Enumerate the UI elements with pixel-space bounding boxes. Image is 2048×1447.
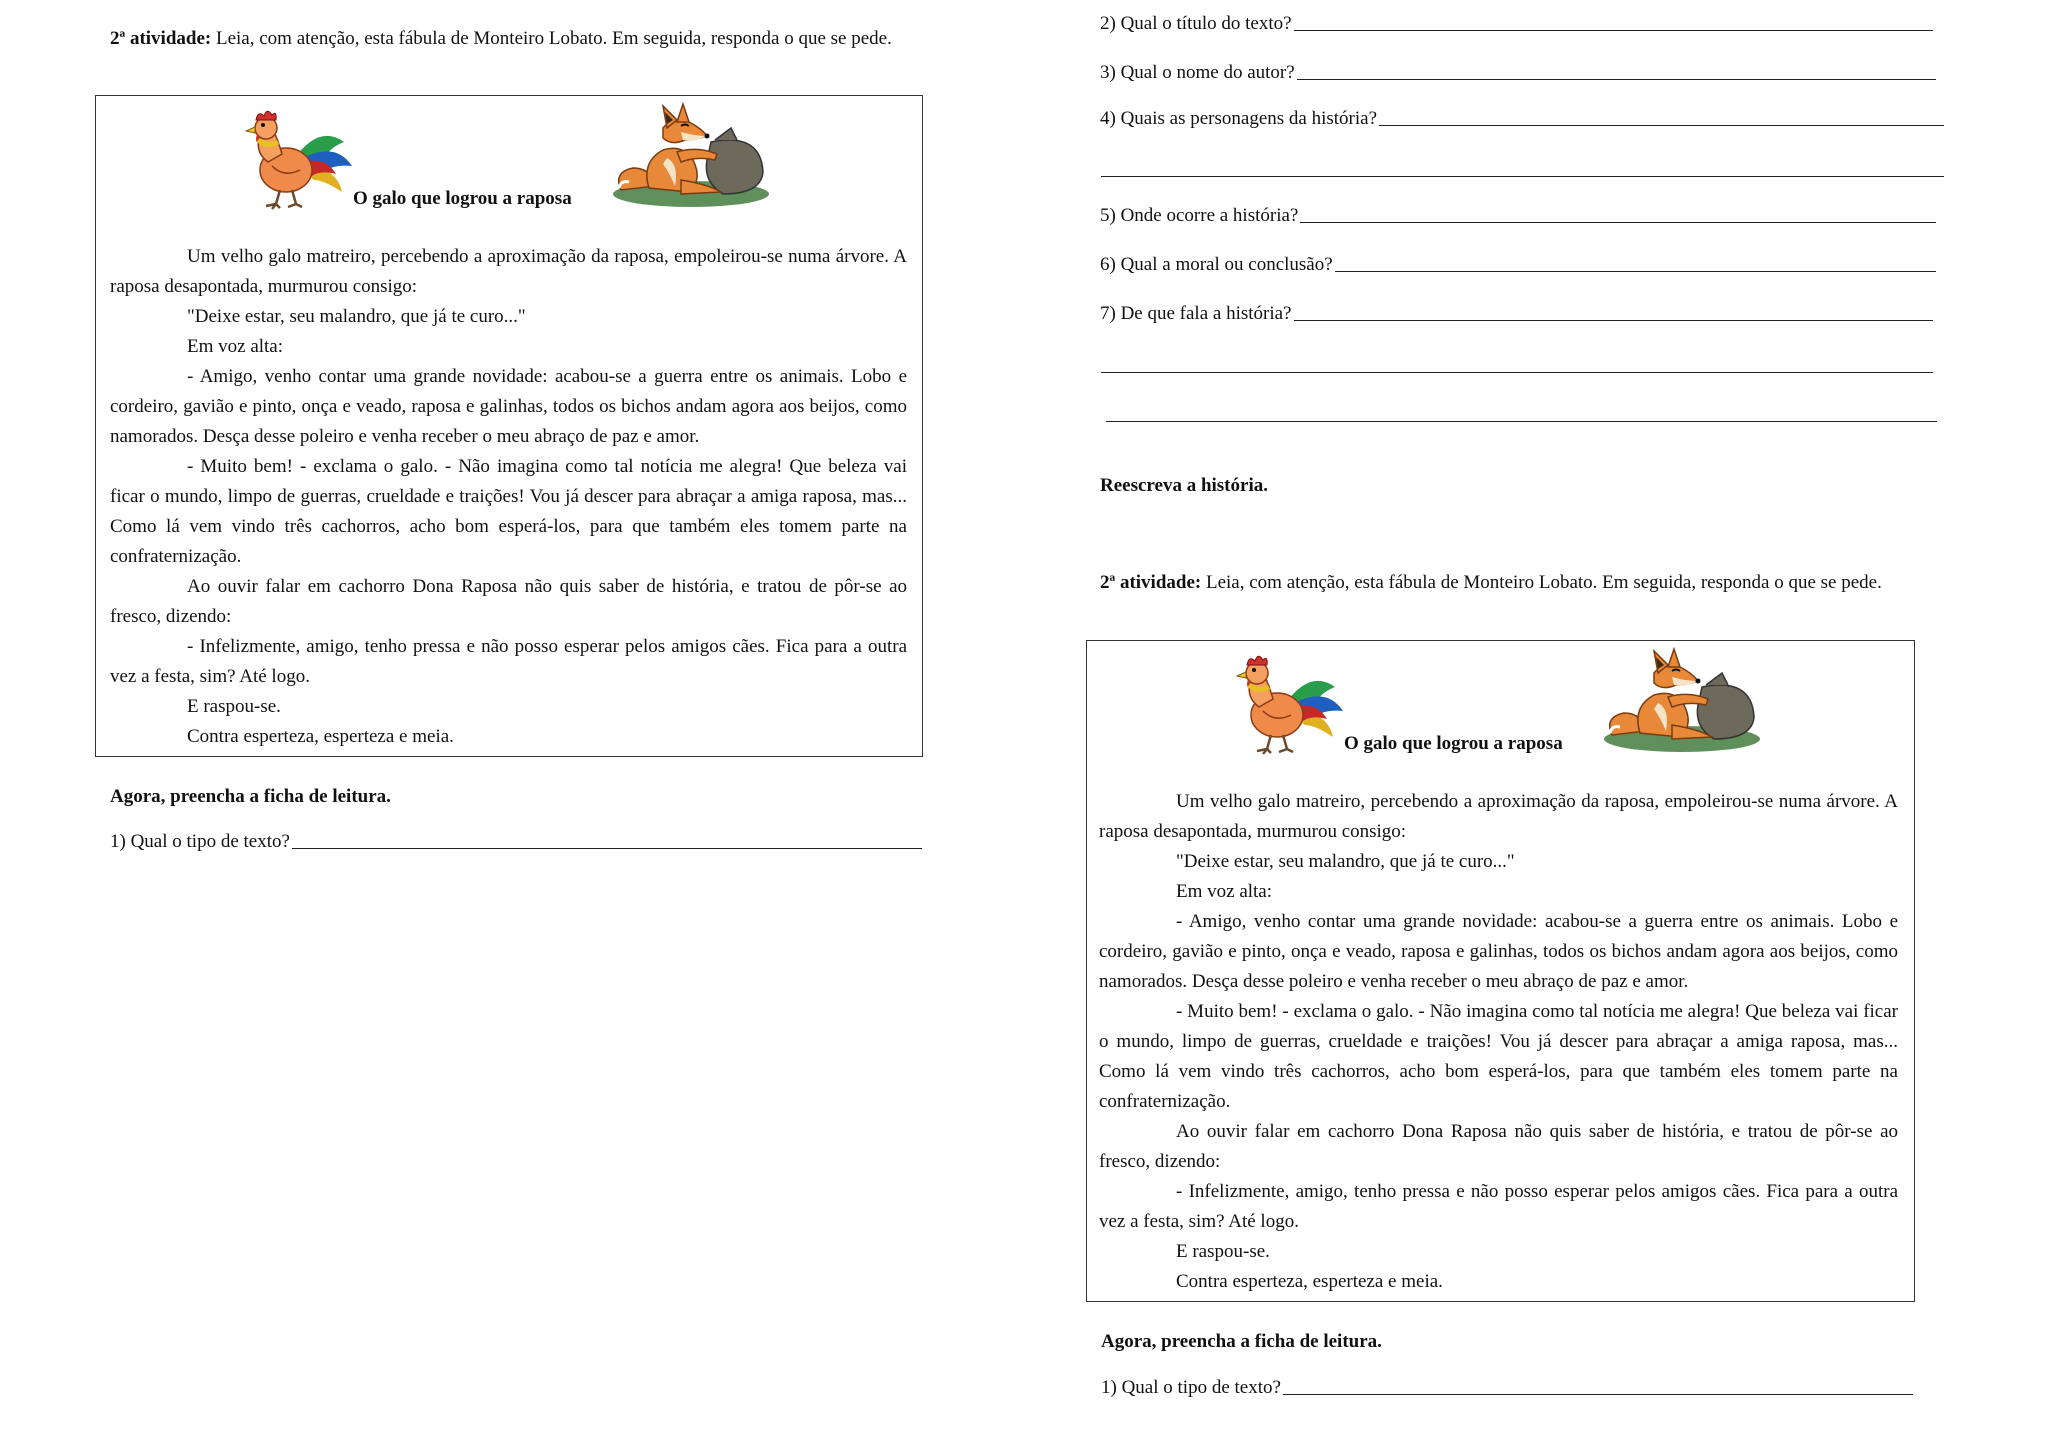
question-5	[1100, 205, 1936, 227]
activity-label: 2ª atividade:	[1100, 572, 1202, 593]
fable-paragraph: Ao ouvir falar em cachorro Dona Raposa não quis saber de história, e tratou de pôr-se ao fresco, dizendo:	[110, 576, 907, 627]
fable-paragraph: Contra esperteza, esperteza e meia.	[1176, 1271, 1443, 1292]
question-text: 4) Quais as personagens da história?	[1100, 108, 1378, 129]
question-text: 1) Qual o tipo de texto?	[110, 831, 290, 852]
question-7	[1100, 303, 1933, 325]
fable-paragraph: E raspou-se.	[1176, 1241, 1270, 1262]
fable-paragraph: Um velho galo matreiro, percebendo a aproximação da raposa, empoleirou-se numa árvore. A raposa desapontada, murmurou consigo:	[110, 246, 907, 297]
question-text: 3) Qual o nome do autor?	[1100, 62, 1295, 83]
rooster-illustration	[224, 104, 354, 214]
fable-box	[95, 95, 923, 757]
fable-paragraph: E raspou-se.	[187, 696, 281, 717]
question-1	[1101, 1377, 1913, 1399]
fable-paragraph: Contra esperteza, esperteza e meia.	[187, 726, 454, 747]
fable-paragraph: Em voz alta:	[1176, 881, 1273, 902]
fable-text	[1099, 787, 1898, 1297]
answer-line[interactable]	[1294, 29, 1933, 31]
answer-line[interactable]	[1335, 270, 1936, 272]
fable-text	[110, 242, 907, 752]
answer-line[interactable]	[292, 847, 922, 849]
fox-illustration	[1602, 647, 1762, 753]
fable-paragraph: "Deixe estar, seu malandro, que já te curo..."	[187, 306, 526, 327]
reading-sheet-heading: Agora, preencha a ficha de leitura.	[1101, 1331, 1382, 1352]
fable-title: O galo que logrou a raposa	[353, 188, 572, 209]
fable-paragraph: - Muito bem! - exclama o galo. - Não imagina como tal notícia me alegra! Que beleza vai ficar o mundo, limpo de guerras, crueldade e traições! Vou já descer para abraçar a amiga raposa, mas... Como lá vem vindo três cachorros, acho bom esperá-los, para que também eles tomem parte na confraternização.	[110, 456, 907, 567]
fable-paragraph: - Amigo, venho contar uma grande novidade: acabou-se a guerra entre os animais. Lobo e cordeiro, gavião e pinto, onça e veado, raposa e galinhas, todos os bichos andam agora aos beijos, como namorados. Desça desse poleiro e venha receber o meu abraço de paz e amor.	[1099, 911, 1898, 992]
fable-title: O galo que logrou a raposa	[1344, 733, 1563, 754]
fox-illustration	[611, 102, 771, 208]
fable-paragraph: Em voz alta:	[187, 336, 284, 357]
fable-paragraph: - Muito bem! - exclama o galo. - Não imagina como tal notícia me alegra! Que beleza vai ficar o mundo, limpo de guerras, crueldade e traições! Vou já descer para abraçar a amiga raposa, mas... Como lá vem vindo três cachorros, acho bom esperá-los, para que também eles tomem parte na confraternização.	[1099, 1001, 1898, 1112]
activity-text: Leia, com atenção, esta fábula de Monteiro Lobato. Em seguida, responda o que se pede.	[1205, 572, 1882, 593]
answer-line[interactable]	[1297, 78, 1936, 80]
answer-line[interactable]	[1300, 221, 1936, 223]
reading-sheet-heading: Agora, preencha a ficha de leitura.	[110, 786, 391, 807]
activity-text: Leia, com atenção, esta fábula de Monteiro Lobato. Em seguida, responda o que se pede.	[215, 28, 892, 49]
answer-line[interactable]	[1294, 319, 1934, 321]
fable-paragraph: - Infelizmente, amigo, tenho pressa e não posso esperar pelos amigos cães. Fica para a outra vez a festa, sim? Até logo.	[110, 636, 907, 687]
activity-instructions	[110, 27, 930, 50]
activity-label: 2ª atividade:	[110, 28, 212, 49]
question-text: 2) Qual o título do texto?	[1100, 13, 1292, 34]
answer-line[interactable]	[1101, 176, 1944, 177]
question-text: 7) De que fala a história?	[1100, 303, 1292, 324]
fable-paragraph: - Amigo, venho contar uma grande novidade: acabou-se a guerra entre os animais. Lobo e cordeiro, gavião e pinto, onça e veado, raposa e galinhas, todos os bichos andam agora aos beijos, como namorados. Desça desse poleiro e venha receber o meu abraço de paz e amor.	[110, 366, 907, 447]
activity-instructions	[1100, 571, 1922, 594]
rewrite-heading: Reescreva a história.	[1100, 475, 1268, 496]
fable-paragraph: "Deixe estar, seu malandro, que já te curo..."	[1176, 851, 1515, 872]
question-text: 6) Qual a moral ou conclusão?	[1100, 254, 1333, 275]
question-1	[110, 831, 922, 853]
question-3	[1100, 62, 1936, 84]
answer-line[interactable]	[1283, 1393, 1913, 1395]
fable-paragraph: Um velho galo matreiro, percebendo a aproximação da raposa, empoleirou-se numa árvore. A raposa desapontada, murmurou consigo:	[1099, 791, 1898, 842]
rooster-illustration	[1215, 649, 1345, 759]
fable-paragraph: Ao ouvir falar em cachorro Dona Raposa não quis saber de história, e tratou de pôr-se ao fresco, dizendo:	[1099, 1121, 1898, 1172]
question-text: 1) Qual o tipo de texto?	[1101, 1377, 1281, 1398]
question-text: 5) Onde ocorre a história?	[1100, 205, 1299, 226]
answer-line[interactable]	[1106, 421, 1937, 422]
fable-box	[1086, 640, 1915, 1302]
question-2	[1100, 13, 1933, 35]
answer-line[interactable]	[1101, 372, 1933, 373]
fable-paragraph: - Infelizmente, amigo, tenho pressa e não posso esperar pelos amigos cães. Fica para a outra vez a festa, sim? Até logo.	[1099, 1181, 1898, 1232]
question-6	[1100, 254, 1936, 276]
answer-line[interactable]	[1379, 124, 1944, 126]
question-4	[1100, 108, 1944, 130]
